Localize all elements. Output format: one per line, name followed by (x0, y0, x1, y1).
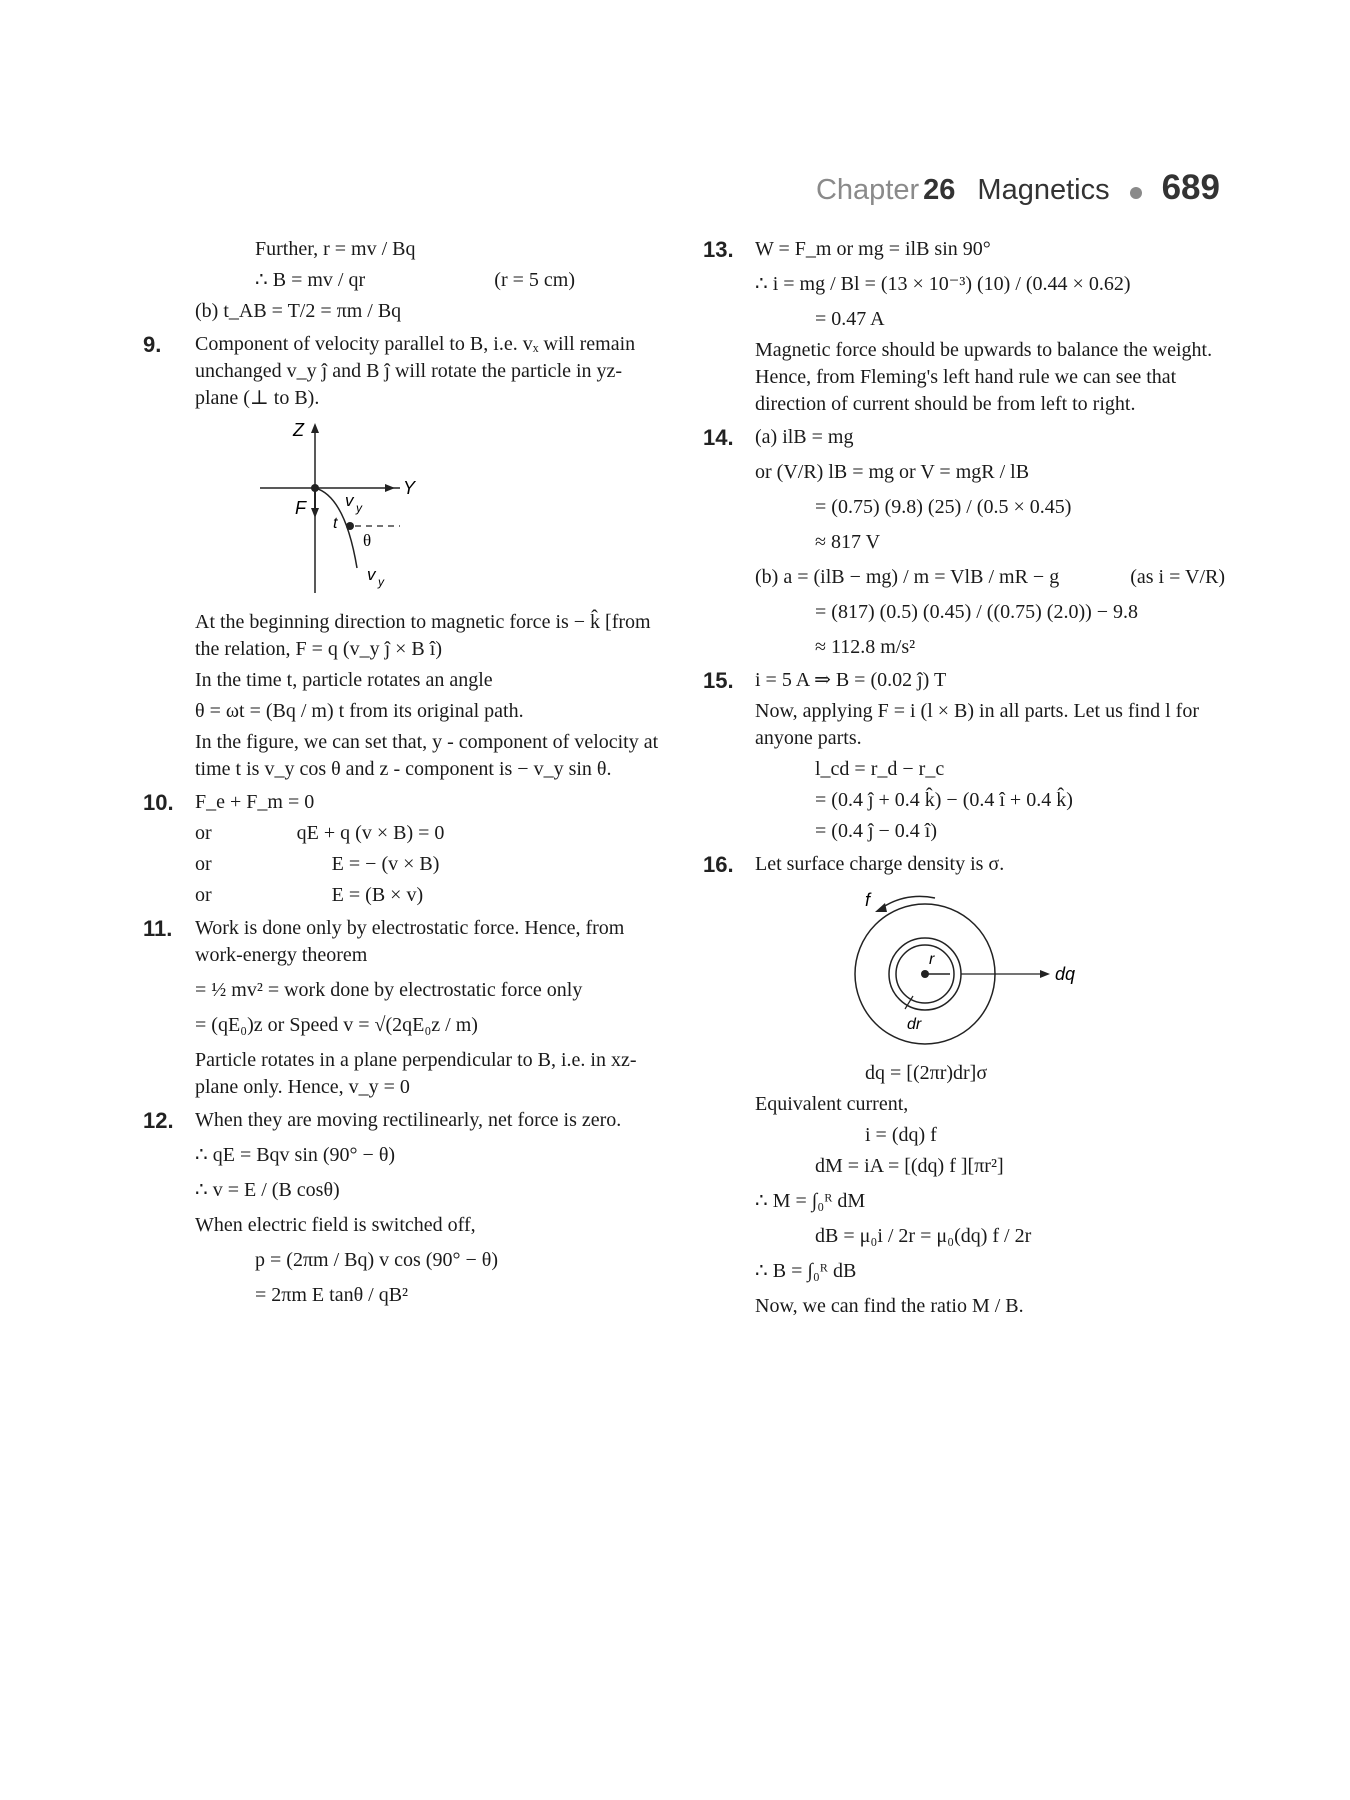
q14-eq-7: ≈ 112.8 m/s² (815, 636, 916, 658)
label-f: f (865, 890, 871, 910)
q10-eq-4: E = (B × v) (331, 884, 424, 906)
q14-eq-1: (a) ilB = mg (755, 426, 854, 448)
label-vy-bottom: v (367, 565, 376, 584)
q11-text-1: Work is done only by electrostatic force. Hence, from work-energy theorem (195, 917, 625, 966)
force-arrow (311, 508, 319, 518)
q13-eq-1: W = F_m or mg = ilB sin 90° (755, 238, 991, 260)
question-9 (145, 331, 665, 783)
question-12 (145, 1107, 665, 1309)
chapter-number: 26 (923, 174, 956, 206)
origin-point (311, 484, 319, 492)
q11-eq-2: = (qE₀)z or Speed v = √(2qE₀z / m) (195, 1014, 478, 1036)
q15-text-1: Now, applying F = i (l × B) in all parts. Let us find l for anyone parts. (755, 700, 1199, 749)
q16-eq-2: i = (dq) f (865, 1124, 937, 1146)
question-14 (705, 424, 1225, 661)
question-number: 15. (703, 668, 734, 693)
label-dq: dq (1055, 964, 1076, 984)
q16-eq-3: dM = iA = [(dq) f ][πr²] (815, 1155, 1004, 1177)
q14-eq-5-note: (as i = V/R) (1130, 566, 1225, 588)
question-13 (705, 236, 1225, 418)
q12-text-1: When they are moving rectilinearly, net force is zero. (195, 1109, 622, 1131)
q14-eq-3: = (0.75) (9.8) (25) / (0.5 × 0.45) (815, 496, 1072, 518)
q16-eq-1: dq = [(2πr)dr]σ (865, 1062, 988, 1084)
q9-text-4: In the figure, we can set that, y - component of velocity at time t is v_y cos θ and z - component is − v_y sin θ. (195, 731, 659, 780)
q14-eq-5-text: (b) a = (ilB − mg) / m = VlB / mR − g (755, 566, 1060, 588)
chapter-label: Chapter (815, 174, 920, 206)
q16-eq-5: dB = μ₀i / 2r = μ₀(dq) f / 2r (815, 1225, 1032, 1247)
eq-field (195, 267, 665, 294)
y-axis-arrow (385, 484, 395, 492)
q15-eq-3: = (0.4 ĵ + 0.4 k̂) − (0.4 î + 0.4 k̂) (815, 789, 1073, 811)
question-number: 14. (703, 425, 734, 450)
rotation-arc (880, 896, 935, 909)
label-t: t (333, 515, 338, 532)
q11-text-2: Particle rotates in a plane perpendicular to B, i.e. in xz-plane only. Hence, v_y = 0 (195, 1049, 637, 1098)
label-theta: θ (363, 531, 372, 550)
q12-eq-4: = 2πm E tanθ / qB² (255, 1284, 409, 1306)
label-z: Z (293, 420, 304, 440)
chapter-title: Magnetics (977, 174, 1110, 206)
right-column (705, 236, 1225, 1326)
q12-eq-2: ∴ v = E / (B cosθ) (195, 1179, 340, 1201)
q12-eq-3: p = (2πm / Bq) v cos (90° − θ) (255, 1249, 498, 1271)
left-column (145, 236, 665, 1317)
q10-eq-3: E = − (v × B) (331, 853, 440, 875)
q11-eq-1: = ½ mv² = work done by electrostatic force only (195, 979, 583, 1001)
question-10 (145, 789, 665, 909)
q16-disc-diagram (825, 884, 1085, 1054)
q14-eq-2: or (V/R) lB = mg or V = mgR / lB (755, 461, 1030, 483)
question-15 (705, 667, 1225, 845)
label-vy-bottom-sub: y (378, 575, 384, 589)
label-r: r (929, 951, 935, 968)
q16-eq-4: ∴ M = ∫₀ᴿ dM (755, 1190, 866, 1212)
q8-continuation (145, 236, 665, 325)
q14-eq-4: ≈ 817 V (815, 531, 881, 553)
question-11 (145, 915, 665, 1101)
q10-eq-1: F_e + F_m = 0 (195, 791, 315, 813)
question-16 (705, 851, 1225, 1320)
q16-text-2: Equivalent current, (755, 1093, 909, 1115)
q13-text-1: Magnetic force should be upwards to balance the weight. Hence, from Fleming's left hand rule we can see that direction of current should be from left to right. (755, 339, 1213, 415)
q15-eq-4: = (0.4 ĵ − 0.4 î) (815, 820, 937, 842)
page-number: 689 (1161, 168, 1220, 207)
question-number: 16. (703, 852, 734, 877)
q15-eq-2: l_cd = r_d − r_c (815, 758, 945, 780)
question-number: 10. (143, 790, 174, 815)
bullet-separator (1130, 187, 1142, 199)
q9-text-3: In the time t, particle rotates an angle (195, 669, 493, 691)
label-f: F (295, 498, 306, 518)
z-axis-arrow (311, 423, 319, 433)
q13-eq-3: = 0.47 A (815, 308, 885, 330)
question-number: 9. (143, 332, 162, 357)
eq-radius: Further, r = mv / Bq (255, 238, 416, 260)
q10-eq-2: qE + q (v × B) = 0 (296, 822, 445, 844)
label-dr: dr (907, 1016, 922, 1033)
q9-eq-angle: θ = ωt = (Bq / m) t from its original path. (195, 700, 524, 722)
q12-text-2: When electric field is switched off, (195, 1214, 476, 1236)
rotation-arrow (875, 903, 887, 912)
q15-eq-1: i = 5 A ⇒ B = (0.02 ĵ) T (755, 669, 947, 691)
eq-field-text: ∴ B = mv / qr (255, 269, 366, 291)
q14-eq-5 (755, 564, 1225, 591)
particle-point (346, 522, 354, 530)
dq-arrow (1040, 970, 1050, 978)
label-y: Y (403, 478, 416, 498)
eq-time-ab: (b) t_AB = T/2 = πm / Bq (195, 300, 402, 322)
q12-eq-1: ∴ qE = Bqv sin (90° − θ) (195, 1144, 396, 1166)
q10-or-3: or (195, 884, 212, 906)
q16-text-1: Let surface charge density is σ. (755, 853, 1005, 875)
question-number: 12. (143, 1108, 174, 1133)
q16-eq-6: ∴ B = ∫₀ᴿ dB (755, 1260, 857, 1282)
q9-text-1: Component of velocity parallel to B, i.e. vₓ will remain unchanged v_y ĵ and B ĵ will rotate the particle in yz-plane (⊥ to B). (195, 333, 636, 409)
label-vy-top-sub: y (356, 501, 362, 515)
q10-or-1: or (195, 822, 212, 844)
q10-or-2: or (195, 853, 212, 875)
question-number: 11. (143, 916, 173, 941)
question-number: 13. (703, 237, 734, 262)
eq-field-note: (r = 5 cm) (494, 269, 575, 291)
q16-text-3: Now, we can find the ratio M / B. (755, 1295, 1024, 1317)
q14-eq-6: = (817) (0.5) (0.45) / ((0.75) (2.0)) − 9.8 (815, 601, 1139, 623)
page-header (816, 168, 1220, 208)
q9-text-2: At the beginning direction to magnetic force is − k̂ [from the relation, F = q (v_y ĵ × B î) (195, 611, 651, 660)
q13-eq-2: ∴ i = mg / Bl = (13 × 10⁻³) (10) / (0.44 × 0.62) (755, 273, 1131, 295)
label-vy-top: v (345, 491, 354, 510)
q9-diagram (195, 418, 416, 603)
